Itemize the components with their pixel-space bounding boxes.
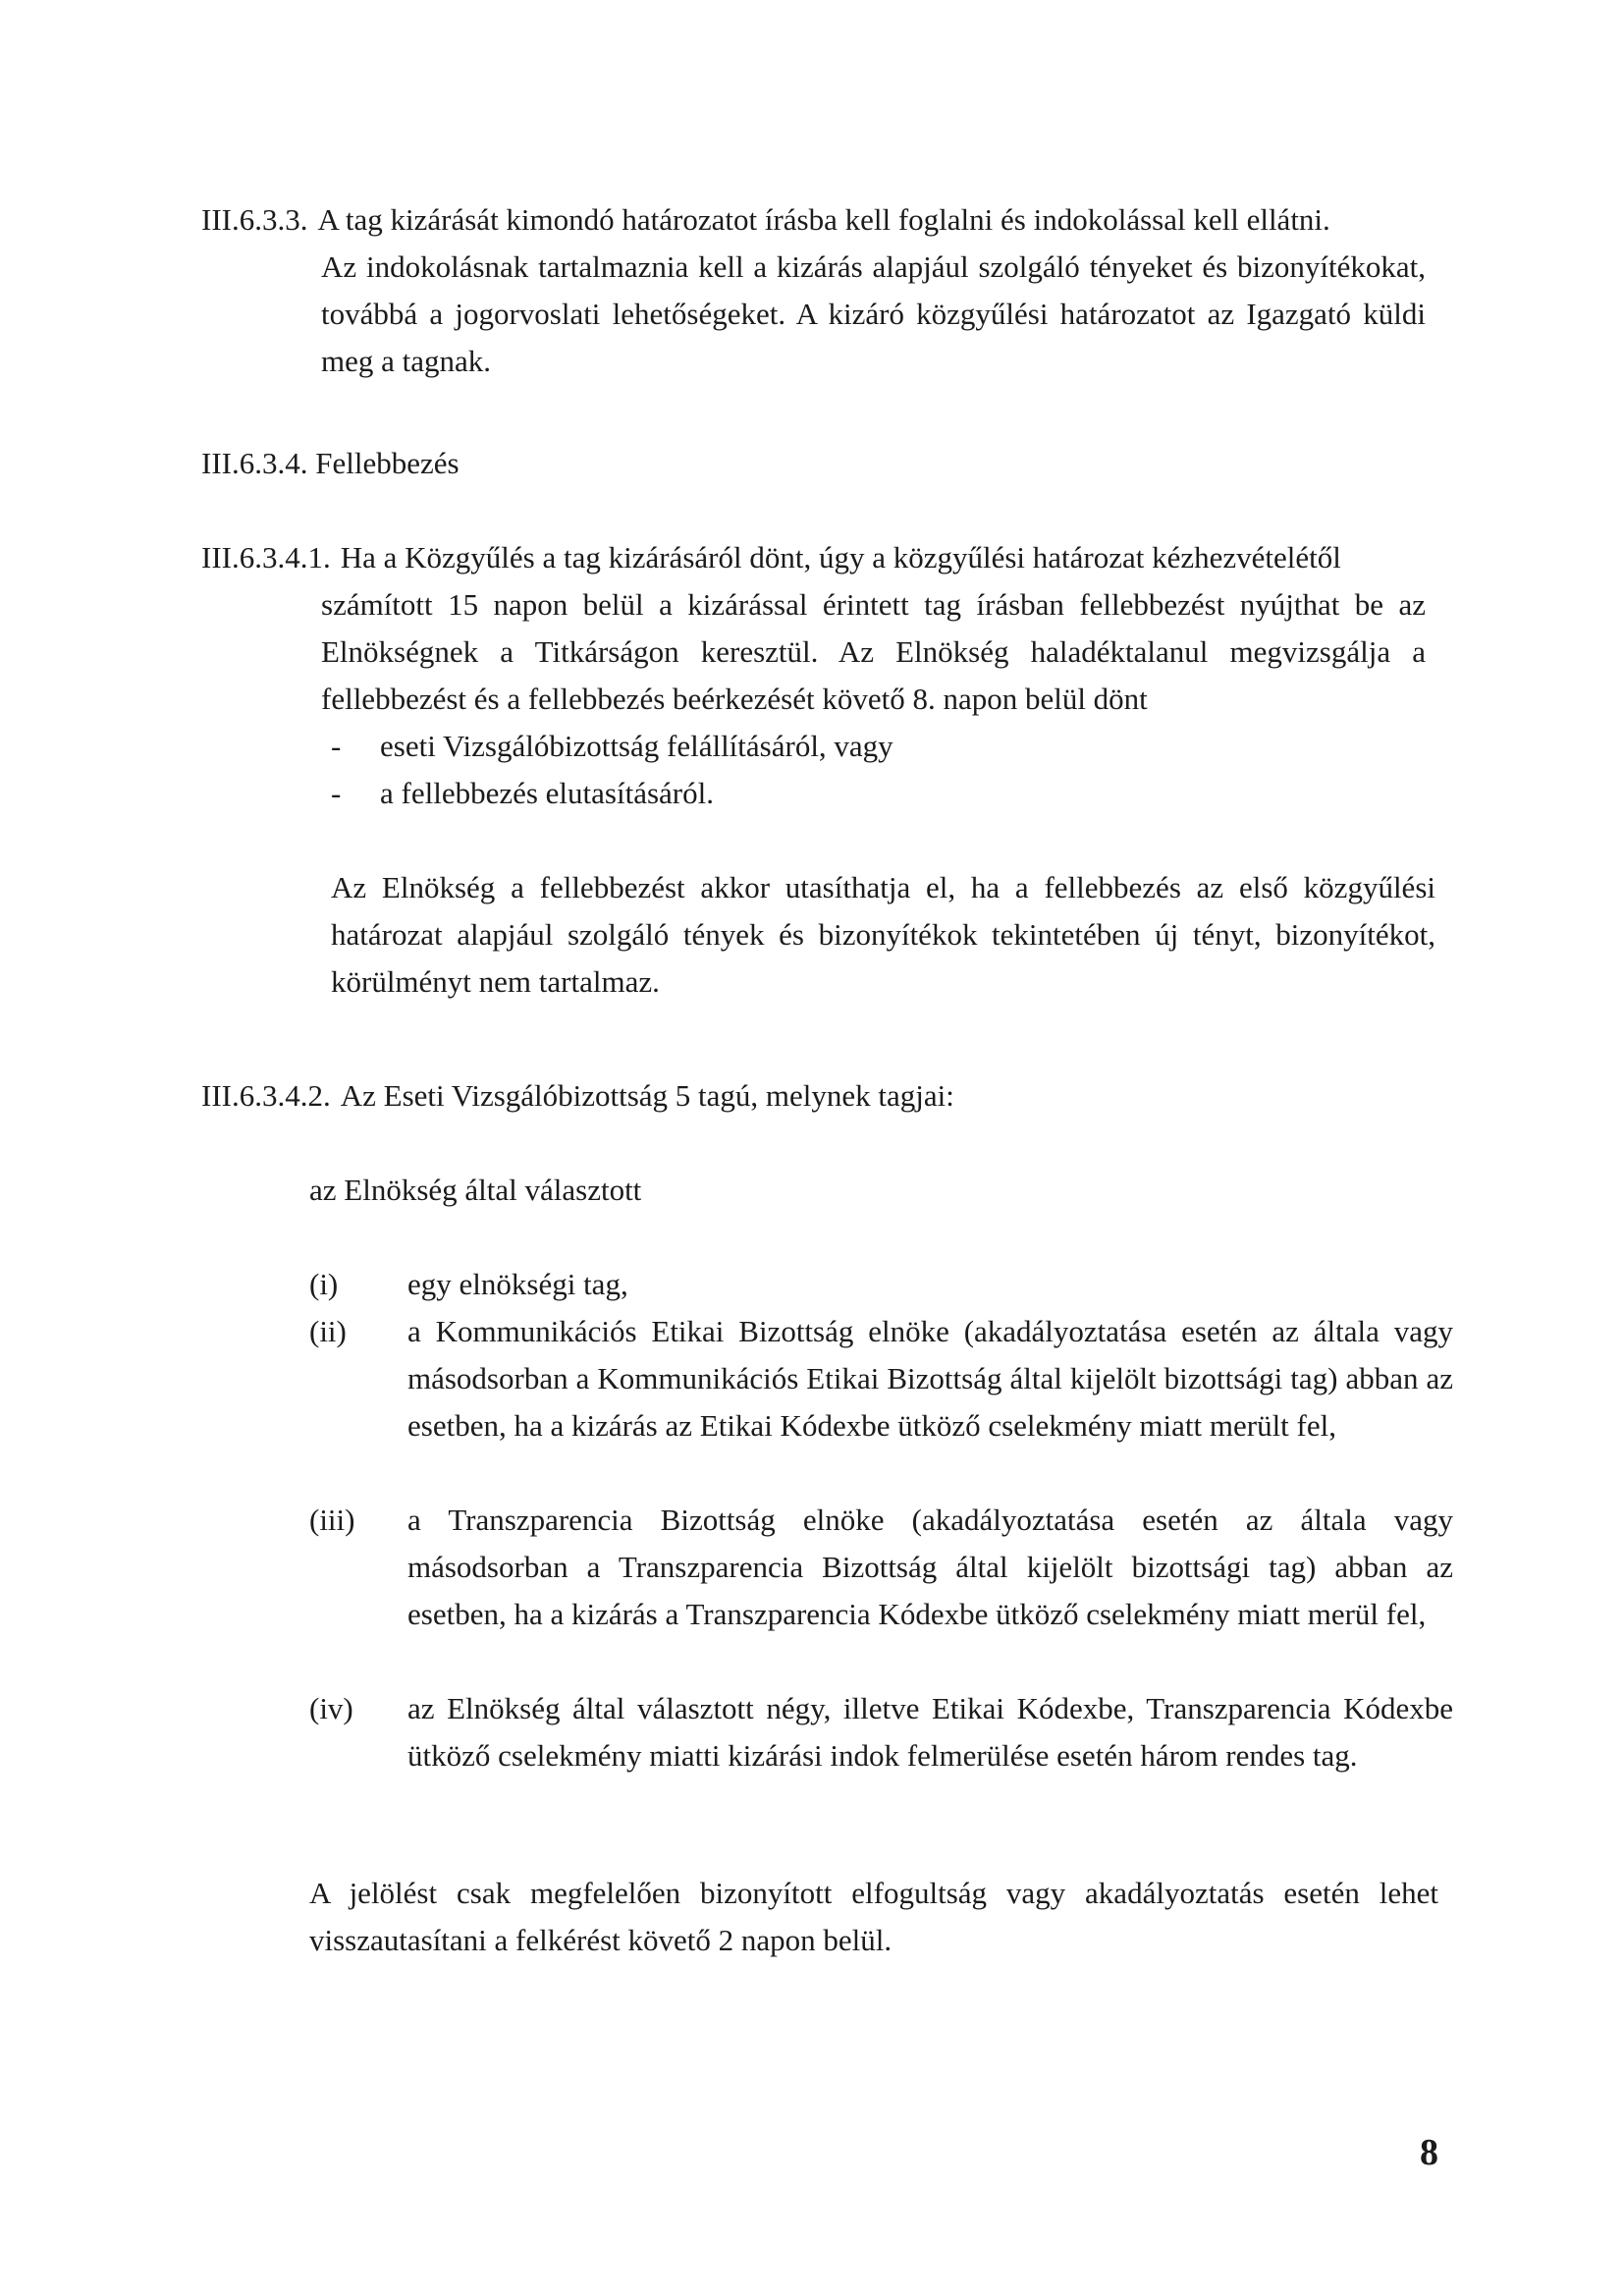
section-3-4-2-intro: az Elnökség által választott xyxy=(309,1173,642,1207)
section-3-4-1-first-line xyxy=(201,534,1478,581)
list-item-label: (iv) xyxy=(309,1691,353,1725)
bullet-mark: - xyxy=(331,729,342,763)
page-number: 8 xyxy=(1420,2132,1438,2173)
list-item-text: egy elnökségi tag, xyxy=(407,1267,628,1301)
section-number: III.6.3.4.2. xyxy=(201,1078,331,1113)
list-item xyxy=(309,1685,1453,1779)
section-text: A tag kizárását kimondó határozatot írásba kell foglalni és indokolással kell ellátni. xyxy=(317,202,1330,237)
section-number: III.6.3.4.1. xyxy=(201,540,331,574)
bullet-text: a fellebbezés elutasításáról. xyxy=(380,776,714,810)
bullet-item xyxy=(331,770,714,817)
section-3-4-1-note: Az Elnökség a fellebbezést akkor utasíthatja el, ha a fellebbezés az első közgyűlési határozat alapjául szolgáló tények és bizonyítékok tekintetében új tényt, bizonyítékot, körülményt nem tartalmaz. xyxy=(331,870,1435,999)
section-number: III.6.3.3. xyxy=(201,202,308,237)
section-text: Ha a Közgyűlés a tag kizárásáról dönt, úgy a közgyűlési határozat kézhezvételétől xyxy=(340,540,1341,574)
section-3-3-body: Az indokolásnak tartalmaznia kell a kizárás alapjául szolgáló tényeket és bizonyítékokat, továbbá a jogorvoslati lehetőségeket. A kizáró közgyűlési határozatot az Igazgató küldi meg a tagnak. xyxy=(321,249,1426,378)
bullet-item xyxy=(331,723,893,770)
list-item-text: a Kommunikációs Etikai Bizottság elnöke (akadályoztatása esetén az általa vagy másodsorban a Kommunikációs Etikai Bizottság által kijelölt bizottsági tag) abban az esetben, ha a kizárás az Etikai Kódexbe ütköző cselekmény miatt merült fel, xyxy=(407,1314,1453,1443)
list-item-label: (ii) xyxy=(309,1314,347,1348)
list-item xyxy=(309,1497,1453,1638)
section-text: Az Eseti Vizsgálóbizottság 5 tagú, melynek tagjai: xyxy=(340,1078,954,1113)
list-item-text: a Transzparencia Bizottság elnöke (akadályoztatása esetén az általa vagy másodsorban a Transzparencia Bizottság által kijelölt bizottsági tag) abban az esetben, ha a kizárás a Transzparencia Kódexbe ütköző cselekmény miatt merül fel, xyxy=(407,1503,1453,1631)
list-item-label: (iii) xyxy=(309,1503,355,1537)
section-3-3-first-line xyxy=(201,196,1478,244)
bullet-text: eseti Vizsgálóbizottság felállításáról, vagy xyxy=(380,729,893,763)
section-3-4-2-first-line xyxy=(201,1072,1478,1120)
bullet-mark: - xyxy=(331,776,342,810)
section-3-4-1-body: számított 15 napon belül a kizárással érintett tag írásban fellebbezést nyújthat be az Elnökségnek a Titkárságon keresztül. Az Elnökség haladéktalanul megvizsgálja a fellebbezést és a fellebbezés beérkezését követő 8. napon belül dönt xyxy=(321,587,1426,716)
list-item-text: az Elnökség által választott négy, illetve Etikai Kódexbe, Transzparencia Kódexbe ütköző cselekmény miatti kizárási indok felmerülése esetén három rendes tag. xyxy=(407,1691,1453,1773)
section-3-4-2-closing: A jelölést csak megfelelően bizonyított elfogultság vagy akadályoztatás esetén lehet visszautasítani a felkérést követő 2 napon belül. xyxy=(309,1876,1438,1957)
list-item-label: (i) xyxy=(309,1267,339,1301)
section-3-4-heading: III.6.3.4. Fellebbezés xyxy=(201,446,460,480)
list-item xyxy=(309,1308,1453,1449)
list-item xyxy=(309,1261,1453,1308)
